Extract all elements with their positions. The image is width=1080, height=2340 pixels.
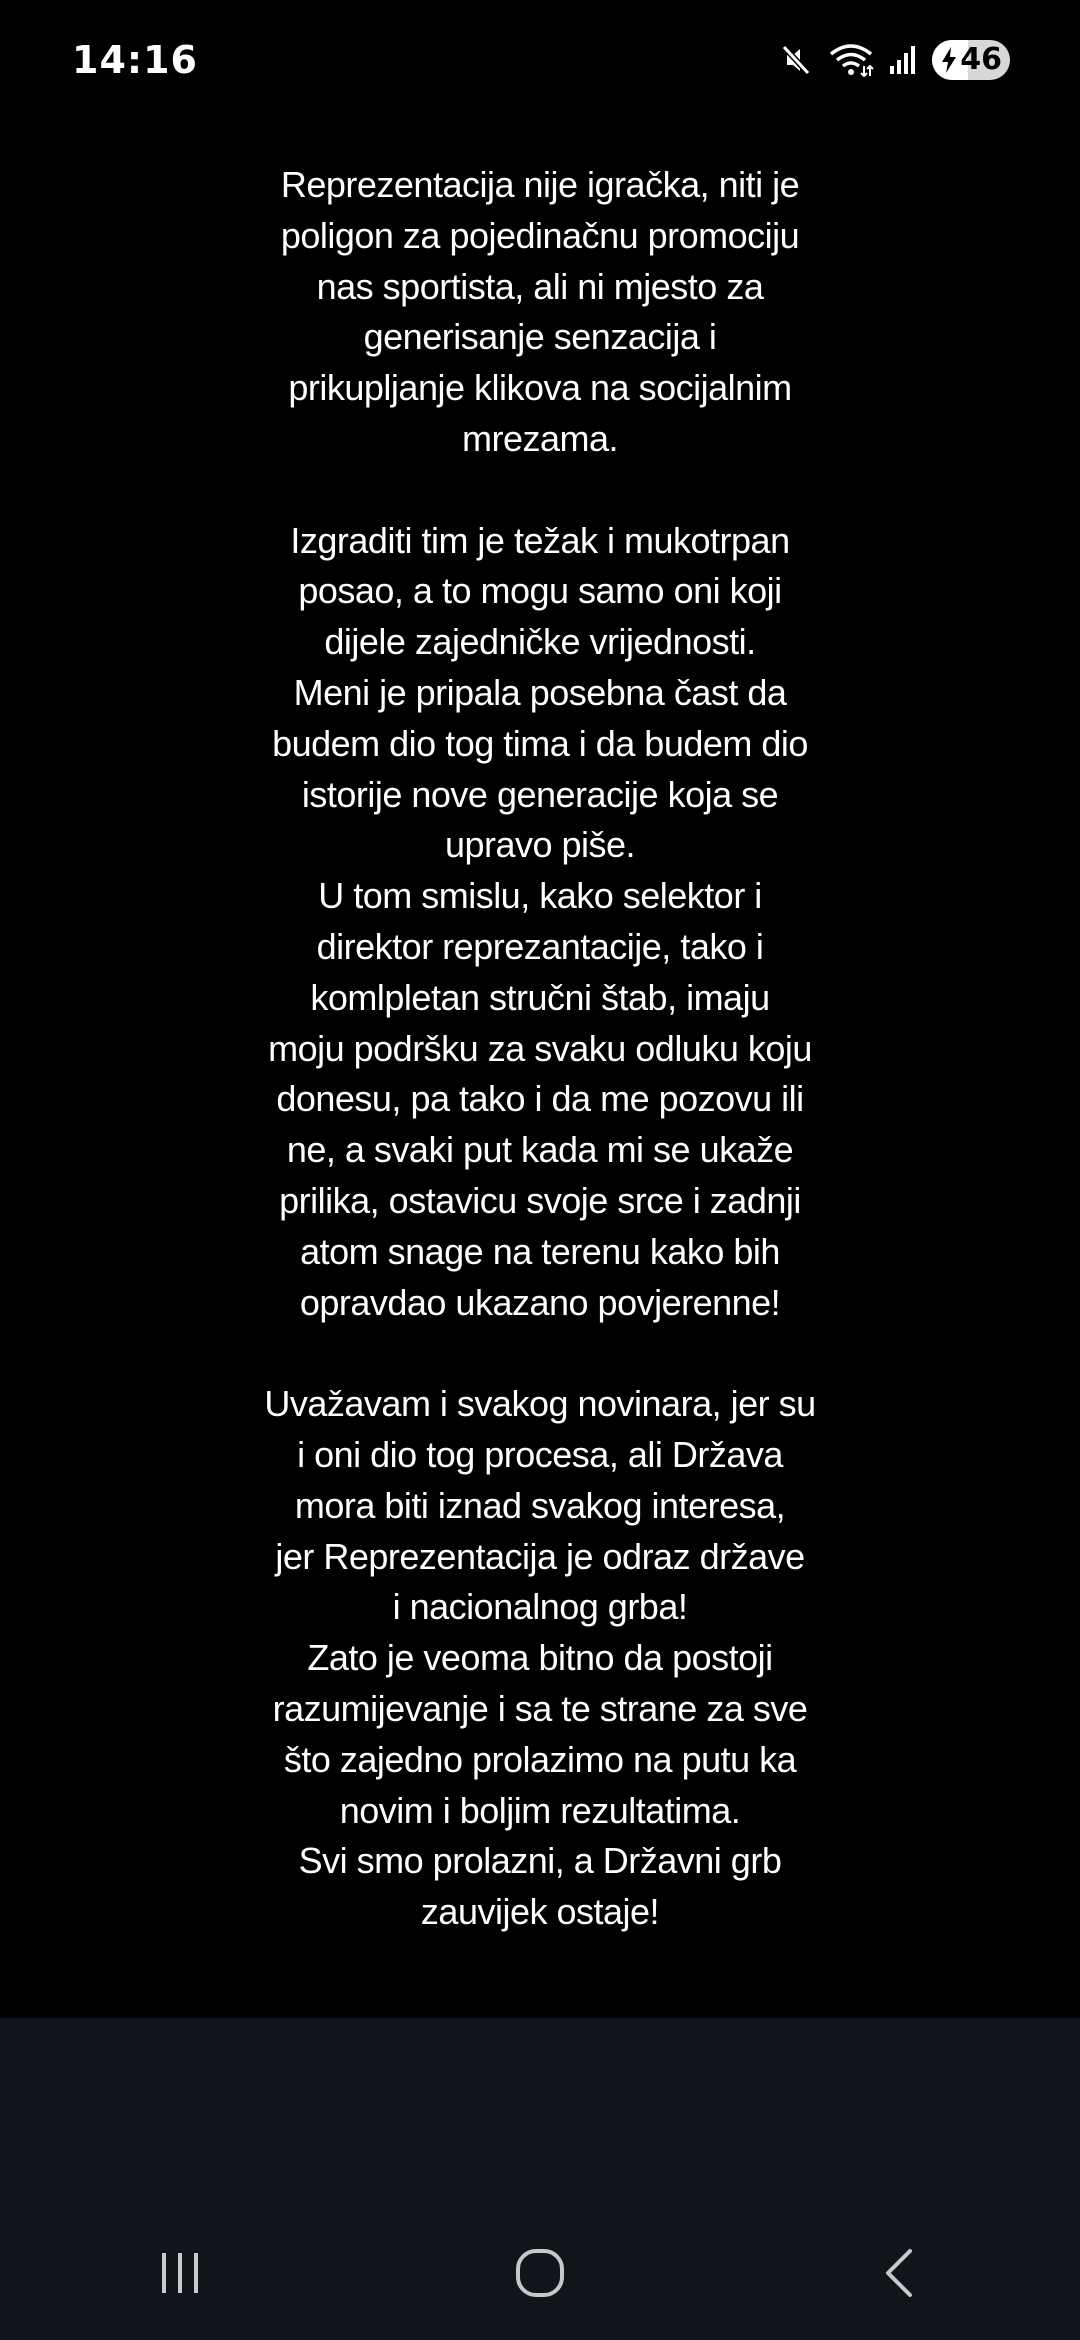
story-paragraph-1: Reprezentacija nije igračka, niti je poligon za pojedinačnu promociju nas sportista, ali ni mjesto za generisanje senzacija i prikupljanje klikova na socijalnim mrezama.: [280, 164, 800, 459]
signal-icon: [888, 42, 918, 78]
wifi-icon: [828, 42, 874, 78]
story-paragraph-3: Uvažavam i svakog novinara, jer su i oni dio tog procesa, ali Država mora biti iznad svakog interesa, jer Reprezentacija je odraz države i nacionalnog grba! Zato je veoma bitno da postoji razumijevanje i sa te strane za sve što zajedno prolazimo na putu ka novim i boljim rezultatima. Svi smo prolazni, a Državni grb zauvijek ostaje!: [264, 1383, 816, 1933]
charging-bolt-icon: [940, 46, 958, 74]
story-paragraph-2: Izgraditi tim je težak i mukotrpan posao, a to mogu samo oni koji dijele zajedničke vrijednosti. Meni je pripala posebna čast da budem dio tog tima i da budem dio istorije nove generacije koja se upravo piše. U tom smislu, kako selektor i direktor reprezantacije, tako i komlpletan stručni štab, imaju moju podršku za svaku odluku koju donesu, pa tako i da me pozovu ili ne, a svaki put kada mi se ukaže prilika, ostavicu svoje srce i zadnji atom snage na terenu kako bih opravdao ukazano povjerenne!: [268, 519, 812, 1323]
mute-icon: [778, 42, 814, 78]
story-text: [240, 160, 840, 1938]
status-time: 14:16: [72, 38, 198, 82]
recent-apps-button[interactable]: [100, 2225, 260, 2325]
recent-apps-icon: [156, 2251, 204, 2300]
home-button[interactable]: [460, 2225, 620, 2325]
status-icons: [778, 36, 1010, 84]
back-button[interactable]: [820, 2225, 980, 2325]
story-card[interactable]: [0, 100, 1080, 2018]
back-icon: [880, 2247, 920, 2304]
battery-level: 46: [960, 42, 1002, 77]
status-bar: [0, 0, 1080, 100]
navigation-bar: [0, 2210, 1080, 2340]
battery-indicator: [932, 40, 1010, 80]
home-icon: [514, 2247, 566, 2304]
bottom-area: [0, 2018, 1080, 2340]
